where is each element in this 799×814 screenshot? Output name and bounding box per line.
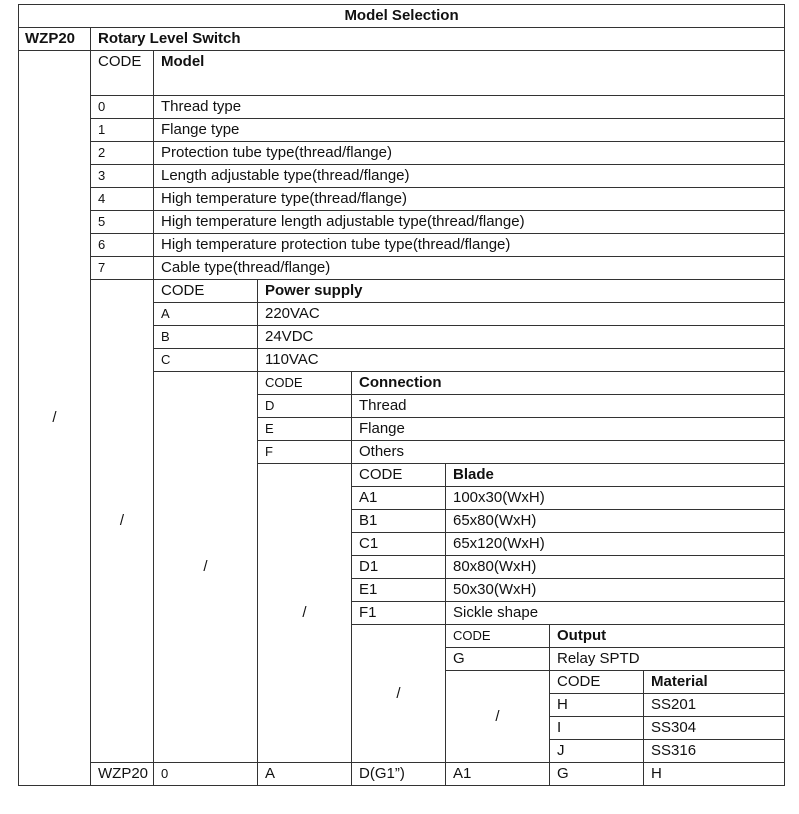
material-desc: SS304: [644, 717, 785, 740]
model-code: 0: [91, 96, 154, 119]
slash-col-4: /: [258, 464, 352, 763]
power-desc: 110VAC: [258, 349, 785, 372]
example-cell: A1: [446, 763, 550, 786]
output-code-header: CODE: [446, 625, 550, 648]
output-code: G: [446, 648, 550, 671]
blade-code-header: CODE: [352, 464, 446, 487]
model-desc: Protection tube type(thread/flange): [154, 142, 785, 165]
material-code: I: [550, 717, 644, 740]
blade-code: B1: [352, 510, 446, 533]
connection-code: E: [258, 418, 352, 441]
example-cell: 0: [154, 763, 258, 786]
model-desc: Flange type: [154, 119, 785, 142]
material-code: J: [550, 740, 644, 763]
slash-col-1: /: [19, 51, 91, 786]
product-name: Rotary Level Switch: [91, 28, 785, 51]
material-desc: SS201: [644, 694, 785, 717]
example-cell: D(G1”): [352, 763, 446, 786]
connection-header: Connection: [352, 372, 785, 395]
power-header: Power supply: [258, 280, 785, 303]
model-desc: High temperature type(thread/flange): [154, 188, 785, 211]
model-desc: Cable type(thread/flange): [154, 257, 785, 280]
example-cell: H: [644, 763, 785, 786]
connection-desc: Others: [352, 441, 785, 464]
model-desc: High temperature length adjustable type(thread/flange): [154, 211, 785, 234]
power-code: A: [154, 303, 258, 326]
material-header: Material: [644, 671, 785, 694]
table-title: Model Selection: [19, 5, 785, 28]
model-desc: High temperature protection tube type(thread/flange): [154, 234, 785, 257]
blade-desc: 80x80(WxH): [446, 556, 785, 579]
output-header: Output: [550, 625, 785, 648]
power-code-header: CODE: [154, 280, 258, 303]
material-code: H: [550, 694, 644, 717]
model-code: 3: [91, 165, 154, 188]
blade-desc: 65x120(WxH): [446, 533, 785, 556]
power-desc: 24VDC: [258, 326, 785, 349]
power-code: B: [154, 326, 258, 349]
model-selection-table: [18, 4, 785, 786]
connection-code: D: [258, 395, 352, 418]
blade-header: Blade: [446, 464, 785, 487]
model-code: 2: [91, 142, 154, 165]
model-desc: Thread type: [154, 96, 785, 119]
connection-code-header: CODE: [258, 372, 352, 395]
blade-desc: Sickle shape: [446, 602, 785, 625]
example-cell: G: [550, 763, 644, 786]
blade-code: C1: [352, 533, 446, 556]
connection-desc: Thread: [352, 395, 785, 418]
power-desc: 220VAC: [258, 303, 785, 326]
blade-desc: 50x30(WxH): [446, 579, 785, 602]
slash-col-6: /: [446, 671, 550, 763]
model-code: 4: [91, 188, 154, 211]
example-cell: WZP20: [91, 763, 154, 786]
blade-desc: 65x80(WxH): [446, 510, 785, 533]
output-desc: Relay SPTD: [550, 648, 785, 671]
blade-code: F1: [352, 602, 446, 625]
material-code-header: CODE: [550, 671, 644, 694]
model-code: 5: [91, 211, 154, 234]
model-code: 1: [91, 119, 154, 142]
connection-code: F: [258, 441, 352, 464]
model-code: 6: [91, 234, 154, 257]
model-code-header: CODE: [91, 51, 154, 96]
model-desc: Length adjustable type(thread/flange): [154, 165, 785, 188]
slash-col-5: /: [352, 625, 446, 763]
model-header: Model: [154, 51, 785, 96]
slash-col-2: /: [91, 280, 154, 763]
model-code: 7: [91, 257, 154, 280]
blade-code: A1: [352, 487, 446, 510]
power-code: C: [154, 349, 258, 372]
connection-desc: Flange: [352, 418, 785, 441]
blade-code: D1: [352, 556, 446, 579]
example-cell: A: [258, 763, 352, 786]
blade-code: E1: [352, 579, 446, 602]
slash-col-3: /: [154, 372, 258, 763]
product-code: WZP20: [19, 28, 91, 51]
material-desc: SS316: [644, 740, 785, 763]
blade-desc: 100x30(WxH): [446, 487, 785, 510]
